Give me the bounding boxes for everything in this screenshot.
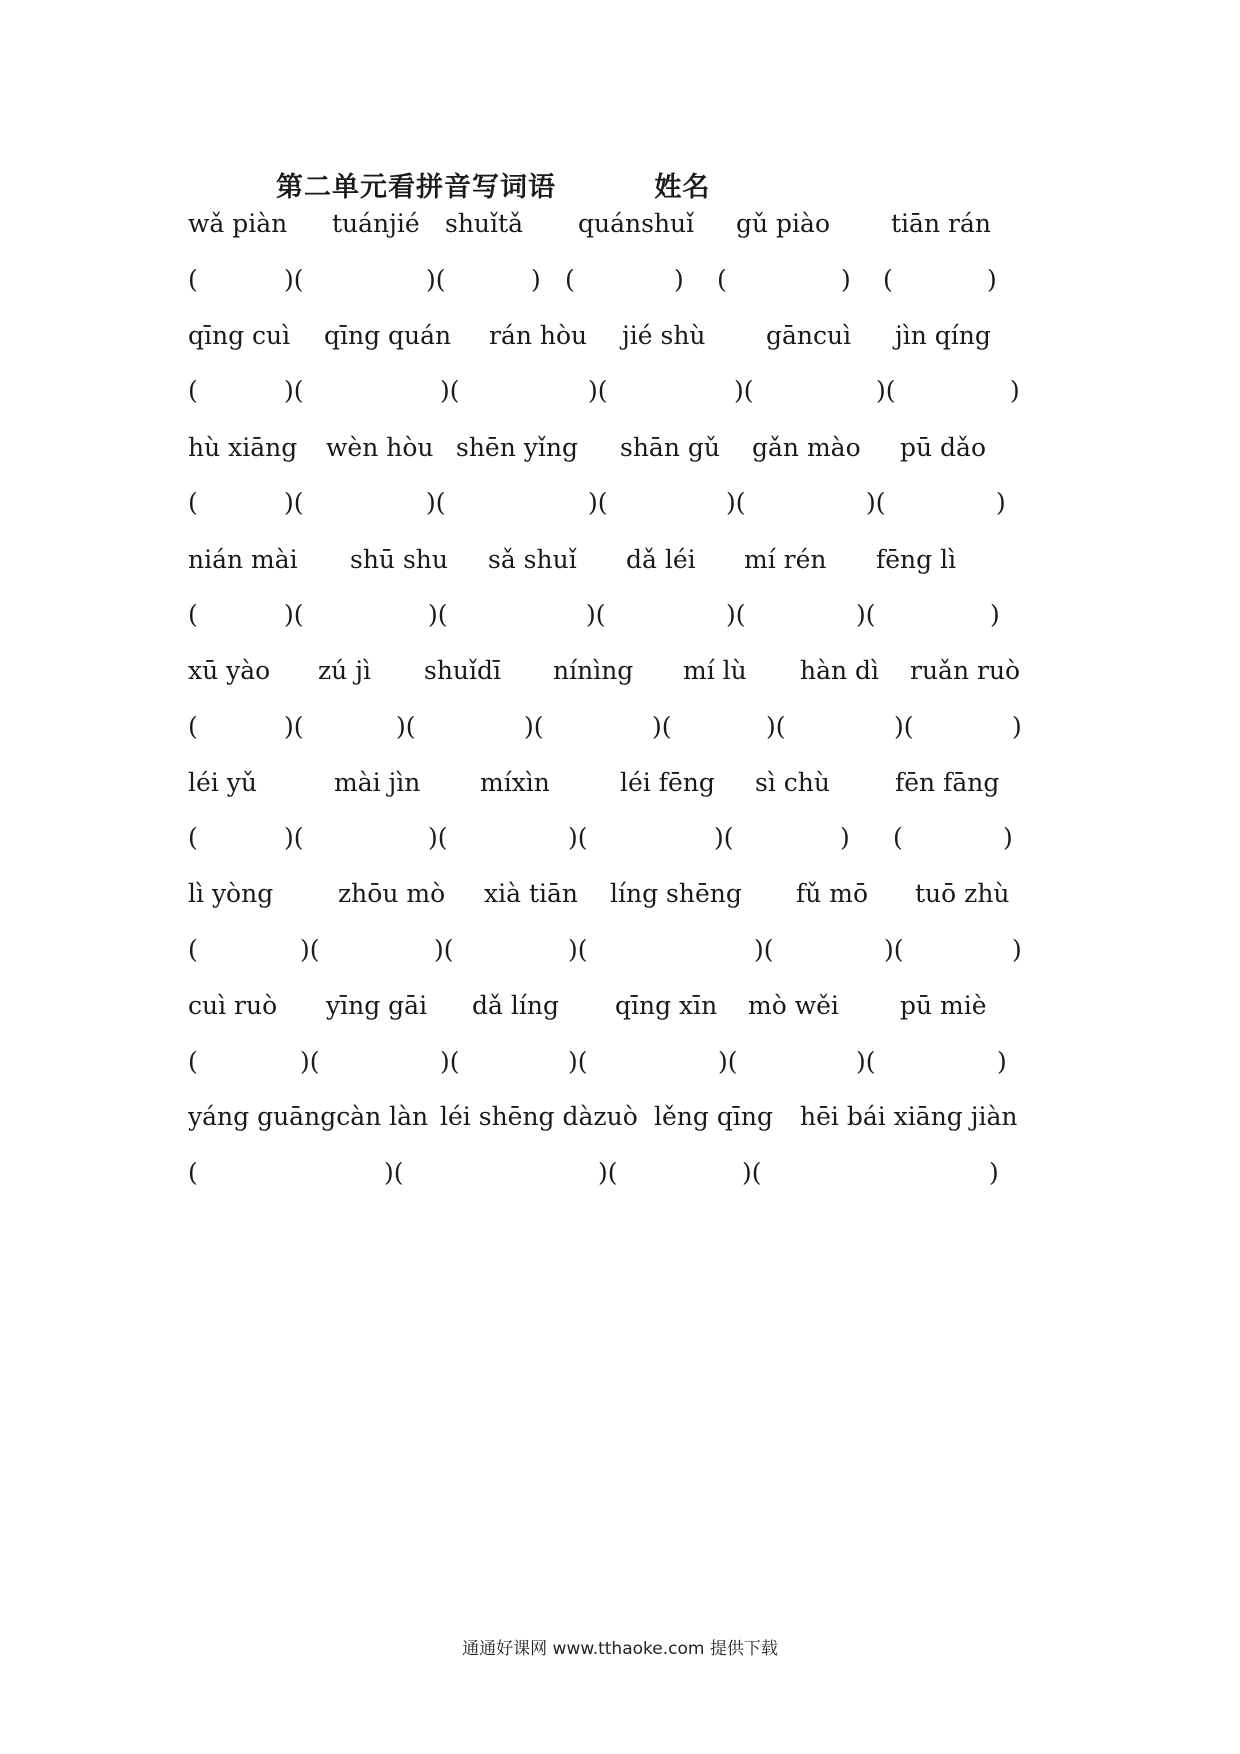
answer-parenthesis: )(: [742, 1158, 762, 1187]
answer-parenthesis: )(: [428, 600, 448, 629]
pinyin-word: shuǐtǎ: [445, 209, 523, 238]
pinyin-word: nián mài: [188, 545, 298, 574]
pinyin-word: gǔ piào: [736, 209, 831, 238]
answer-parenthesis: )(: [426, 488, 446, 517]
answer-parenthesis: (: [188, 376, 198, 405]
answer-parenthesis: )(: [766, 712, 786, 741]
answer-parenthesis: ): [987, 265, 997, 294]
name-label: 姓名: [654, 172, 711, 203]
answer-parenthesis: (: [717, 265, 727, 294]
pinyin-word: hàn dì: [800, 656, 880, 685]
answer-blank-row: [188, 371, 1028, 411]
answer-parenthesis: )(: [434, 935, 454, 964]
answer-blank-row: [188, 260, 1028, 300]
answer-blank-row: [188, 483, 1028, 523]
pinyin-word: xià tiān: [484, 879, 578, 908]
pinyin-row: [188, 428, 1028, 468]
pinyin-word: lěng qīng: [654, 1102, 773, 1131]
answer-parenthesis: )(: [598, 1158, 618, 1187]
answer-blank-row: [188, 1042, 1028, 1082]
pinyin-word: mài jìn: [334, 768, 421, 797]
answer-parenthesis: (: [188, 265, 198, 294]
answer-parenthesis: )(: [284, 488, 304, 517]
pinyin-word: míxìn: [480, 768, 550, 797]
answer-parenthesis: )(: [524, 712, 544, 741]
answer-blank-row: [188, 1153, 1028, 1193]
footer-credit: 通通好课网 www.tthaoke.com 提供下载: [462, 1639, 778, 1659]
answer-parenthesis: )(: [856, 600, 876, 629]
pinyin-word: gāncuì: [766, 321, 852, 350]
answer-parenthesis: )(: [284, 376, 304, 405]
answer-parenthesis: )(: [396, 712, 416, 741]
answer-blank-row: [188, 707, 1028, 747]
pinyin-row: [188, 651, 1028, 691]
pinyin-word: líng shēng: [610, 879, 742, 908]
pinyin-word: dǎ líng: [472, 991, 559, 1020]
pinyin-word: cuì ruò: [188, 991, 278, 1020]
answer-parenthesis: )(: [588, 488, 608, 517]
pinyin-word: qīng xīn: [615, 991, 718, 1020]
worksheet-title: 第二单元看拼音写词语: [276, 172, 556, 203]
answer-blank-row: [188, 818, 1028, 858]
answer-parenthesis: ): [997, 1047, 1007, 1076]
answer-parenthesis: ): [1003, 823, 1013, 852]
answer-parenthesis: )(: [384, 1158, 404, 1187]
pinyin-word: quánshuǐ: [578, 209, 695, 238]
pinyin-word: ruǎn ruò: [910, 656, 1021, 685]
pinyin-word: pū dǎo: [900, 433, 987, 462]
answer-parenthesis: )(: [440, 376, 460, 405]
pinyin-word: wǎ piàn: [188, 209, 288, 238]
pinyin-row: [188, 540, 1028, 580]
answer-parenthesis: (: [188, 712, 198, 741]
pinyin-word: rán hòu: [489, 321, 588, 350]
answer-parenthesis: ): [674, 265, 684, 294]
answer-parenthesis: ): [1012, 712, 1022, 741]
answer-parenthesis: )(: [440, 1047, 460, 1076]
pinyin-word: tiān rán: [891, 209, 991, 238]
answer-parenthesis: ): [996, 488, 1006, 517]
pinyin-row: [188, 986, 1028, 1026]
pinyin-word: fēng lì: [876, 545, 957, 574]
pinyin-word: fǔ mō: [796, 879, 869, 908]
pinyin-word: shū shu: [350, 545, 449, 574]
answer-parenthesis: )(: [428, 823, 448, 852]
pinyin-word: pū miè: [900, 991, 987, 1020]
pinyin-word: mò wěi: [748, 991, 839, 1020]
pinyin-word: yáng guāngcàn làn: [188, 1102, 429, 1131]
pinyin-word: léi yǔ: [188, 768, 257, 797]
answer-parenthesis: )(: [754, 935, 774, 964]
pinyin-word: xū yào: [188, 656, 271, 685]
answer-parenthesis: (: [188, 600, 198, 629]
answer-parenthesis: ): [990, 600, 1000, 629]
pinyin-word: dǎ léi: [626, 545, 696, 574]
answer-parenthesis: (: [565, 265, 575, 294]
answer-parenthesis: )(: [300, 1047, 320, 1076]
pinyin-word: qīng quán: [324, 321, 452, 350]
answer-parenthesis: )(: [300, 935, 320, 964]
pinyin-word: lì yòng: [188, 879, 274, 908]
pinyin-word: mí rén: [744, 545, 827, 574]
answer-parenthesis: )(: [588, 376, 608, 405]
pinyin-row: [188, 204, 1028, 244]
answer-parenthesis: )(: [714, 823, 734, 852]
answer-blank-row: [188, 595, 1028, 635]
pinyin-word: tuō zhù: [915, 879, 1010, 908]
answer-parenthesis: )(: [856, 1047, 876, 1076]
answer-parenthesis: ): [989, 1158, 999, 1187]
answer-parenthesis: )(: [284, 265, 304, 294]
answer-parenthesis: )(: [426, 265, 446, 294]
pinyin-row: [188, 1097, 1028, 1137]
answer-parenthesis: ): [840, 823, 850, 852]
pinyin-word: léi shēng dàzuò: [440, 1102, 638, 1131]
answer-parenthesis: )(: [726, 600, 746, 629]
pinyin-word: fēn fāng: [895, 768, 1000, 797]
answer-parenthesis: )(: [718, 1047, 738, 1076]
answer-parenthesis: )(: [568, 1047, 588, 1076]
answer-parenthesis: )(: [568, 823, 588, 852]
answer-parenthesis: )(: [894, 712, 914, 741]
answer-parenthesis: )(: [876, 376, 896, 405]
answer-parenthesis: (: [188, 1158, 198, 1187]
pinyin-word: zhōu mò: [338, 879, 446, 908]
pinyin-word: tuánjié: [332, 209, 420, 238]
answer-parenthesis: )(: [568, 935, 588, 964]
answer-parenthesis: )(: [866, 488, 886, 517]
pinyin-row: [188, 874, 1028, 914]
answer-parenthesis: (: [883, 265, 893, 294]
pinyin-word: hù xiāng: [188, 433, 298, 462]
answer-blank-row: [188, 930, 1028, 970]
pinyin-row: [188, 763, 1028, 803]
pinyin-word: mí lù: [683, 656, 747, 685]
answer-parenthesis: )(: [284, 823, 304, 852]
answer-parenthesis: ): [1012, 935, 1022, 964]
answer-parenthesis: ): [531, 265, 541, 294]
pinyin-word: jìn qíng: [895, 321, 991, 350]
pinyin-word: nínìng: [553, 656, 634, 685]
pinyin-word: léi fēng: [620, 768, 715, 797]
pinyin-word: qīng cuì: [188, 321, 291, 350]
answer-parenthesis: )(: [652, 712, 672, 741]
pinyin-word: yīng gāi: [326, 991, 428, 1020]
answer-parenthesis: (: [188, 823, 198, 852]
pinyin-word: wèn hòu: [326, 433, 434, 462]
answer-parenthesis: (: [893, 823, 903, 852]
answer-parenthesis: )(: [586, 600, 606, 629]
answer-parenthesis: (: [188, 1047, 198, 1076]
pinyin-word: zú jì: [318, 656, 371, 685]
pinyin-word: gǎn mào: [752, 433, 861, 462]
pinyin-word: sǎ shuǐ: [488, 545, 577, 574]
answer-parenthesis: )(: [734, 376, 754, 405]
pinyin-word: hēi bái xiāng jiàn: [800, 1102, 1018, 1131]
answer-parenthesis: ): [841, 265, 851, 294]
answer-parenthesis: )(: [284, 712, 304, 741]
answer-parenthesis: )(: [726, 488, 746, 517]
pinyin-word: shān gǔ: [620, 433, 720, 462]
answer-parenthesis: )(: [284, 600, 304, 629]
pinyin-word: shuǐdī: [424, 656, 502, 685]
answer-parenthesis: )(: [884, 935, 904, 964]
answer-parenthesis: ): [1010, 376, 1020, 405]
answer-parenthesis: (: [188, 935, 198, 964]
header: [276, 165, 710, 204]
pinyin-word: sì chù: [755, 768, 830, 797]
pinyin-word: shēn yǐng: [456, 433, 578, 462]
pinyin-row: [188, 316, 1028, 356]
answer-parenthesis: (: [188, 488, 198, 517]
pinyin-word: jié shù: [622, 321, 706, 350]
